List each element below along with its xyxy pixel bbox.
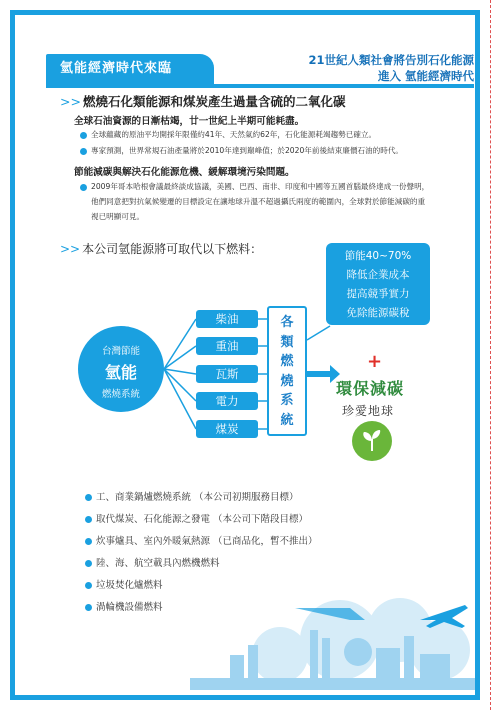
system-circle <box>78 326 164 412</box>
application-text: 渦輪機設備燃料 <box>96 602 163 613</box>
bullet-dot-icon <box>85 516 92 523</box>
application-text: 工、商業鍋爐燃燒系統 （本公司初期服務目標） <box>96 492 299 503</box>
fuel-box: 電力 <box>196 392 258 410</box>
bullet-dot-icon <box>85 604 92 611</box>
application-text: 陸、海、航空載具內燃機燃料 <box>96 558 220 569</box>
system-line1: 台灣節能 <box>101 346 140 357</box>
bullet-text: 2009年哥本哈根會議最終談成協議，美國、巴西、南非、印度和中國等五國首腦最終達成一份聲明， <box>91 182 430 191</box>
application-text: 取代煤炭、石化能源之發電 （本公司下階段目標） <box>96 514 309 525</box>
fuel-box: 柴油 <box>196 310 258 328</box>
application-text: 垃圾焚化爐燃料 <box>96 580 163 591</box>
vertical-char: 燒 <box>280 373 294 389</box>
fuel-box: 重油 <box>196 337 258 355</box>
bullet-dot-icon <box>85 538 92 545</box>
application-item <box>85 511 308 525</box>
vertical-char: 各 <box>280 315 294 330</box>
bullet-continuation: 他們同意把對抗氣候變遷的目標設定在讓地球升溫不超過攝氏兩度的範圍內，全球對於節能減碳的重 <box>91 197 426 206</box>
saving-line: 免除能源碳稅 <box>346 307 410 319</box>
sprout-icon <box>352 421 392 461</box>
city-skyline-illustration <box>190 560 475 695</box>
application-item <box>85 577 163 591</box>
header-right-line1: 21世紀人類社會將告別石化能源 <box>308 53 474 67</box>
fuel-box: 煤炭 <box>196 420 258 438</box>
eco-title: 環保減碳 <box>336 379 405 398</box>
vertical-char: 統 <box>280 412 294 428</box>
application-text: 炊事爐具、室內外暖氣熱源 （已商品化，暫不推出） <box>96 536 318 547</box>
saving-line: 提高競爭實力 <box>346 288 410 300</box>
section1-title: 燃燒石化類能源和煤炭產生過量含硫的二氧化碳 <box>82 94 346 109</box>
header-right-line2: 進入 氫能經濟時代 <box>377 69 474 83</box>
fuel-box: 瓦斯 <box>196 365 258 383</box>
application-item <box>85 599 163 613</box>
subheading-carbon: 節能減碳與解決石化能源危機、緩解環境污染問題。 <box>74 167 295 178</box>
arrow-marker: >> <box>60 242 81 256</box>
system-line3: 燃燒系統 <box>101 389 140 400</box>
system-line2: 氫能 <box>104 363 137 382</box>
vertical-label-box <box>267 306 307 436</box>
subheading-oil: 全球石油資源的日漸枯竭，廿一世紀上半期可能耗盡。 <box>74 116 305 127</box>
bullet-dot-icon <box>85 494 92 501</box>
section2-title: 本公司氫能源將可取代以下燃料： <box>82 242 263 256</box>
vertical-char: 系 <box>280 393 294 408</box>
bullet-dot-icon <box>85 582 92 589</box>
vertical-char: 燃 <box>280 354 294 369</box>
arrow-marker: >> <box>60 94 81 109</box>
bullet-text: 專家預測，世界常規石油產量將於2010年達到巔峰值；於2020年前後結束廉價石油的時代。 <box>91 146 404 155</box>
saving-line: 節能40~70% <box>344 250 412 262</box>
section-tab: 氫能經濟時代來臨 <box>46 54 214 84</box>
bullet-continuation: 視已明顯可見。 <box>91 212 145 221</box>
vertical-char: 類 <box>280 334 294 350</box>
application-item <box>85 489 299 503</box>
bullet-text: 全球蘊藏的原油平均開採年限僅約41年、天然氣約62年，石化能源耗竭趨勢已確立。 <box>91 130 377 139</box>
plus-icon: + <box>367 351 383 372</box>
eco-subtitle: 珍愛地球 <box>342 404 395 418</box>
saving-line: 降低企業成本 <box>346 269 410 281</box>
application-item <box>85 533 318 547</box>
bullet-dot-icon <box>85 560 92 567</box>
